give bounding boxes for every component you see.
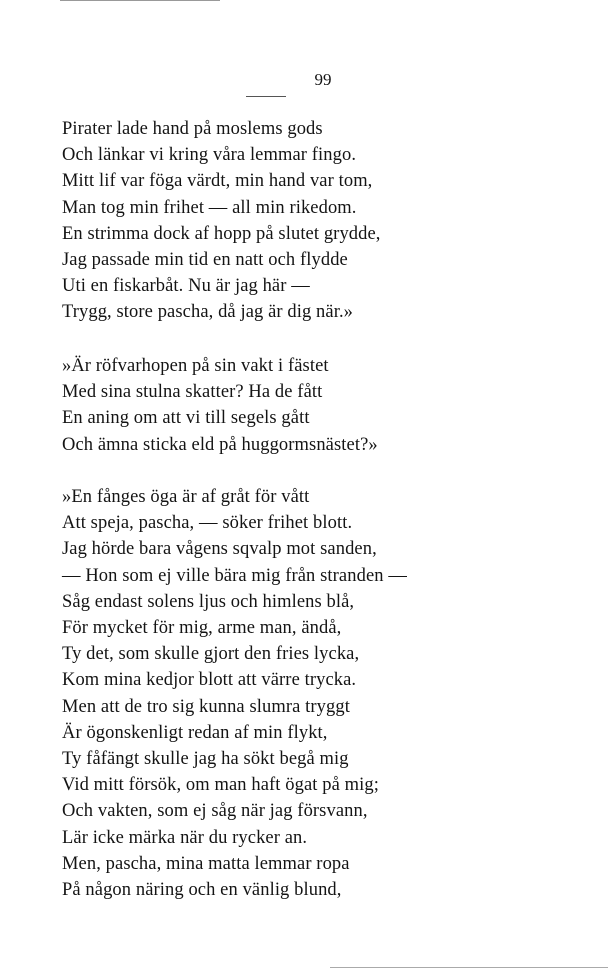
poem-line: Pirater lade hand på moslems gods [62, 119, 323, 139]
top-edge-rule [60, 0, 220, 1]
poem-line: Såg endast solens ljus och himlens blå, [62, 591, 355, 612]
poem-line: Mitt lif var föga värdt, min hand var tom, [62, 171, 373, 192]
poem-line: En strimma dock af hopp på slutet grydde, [62, 223, 381, 244]
poem-line: Ty det, som skulle gjort den fries lycka, [62, 644, 360, 665]
stanza-3 [62, 484, 407, 903]
poem-line: Jag passade min tid en natt och flydde [62, 250, 348, 271]
poem-line: Men, pascha, mina matta lemmar ropa [62, 853, 350, 874]
poem-line: Och vakten, som ej såg när jag försvann, [62, 801, 368, 822]
poem-line: Uti en fiskarbåt. Nu är jag här — [62, 276, 310, 297]
poem-line: För mycket för mig, arme man, ändå, [62, 618, 342, 639]
page-number-rule [246, 96, 286, 97]
bottom-edge-rule [330, 967, 608, 968]
poem-line: »En fånges öga är af gråt för vått [62, 487, 310, 507]
poem-line: Man tog min frihet — all min rikedom. [62, 197, 357, 218]
stanza-2 [62, 353, 378, 458]
poem-line: Men att de tro sig kunna slumra tryggt [62, 696, 350, 717]
poem-line: På någon näring och en vänlig blund, [62, 880, 342, 901]
page-number: 99 [314, 70, 332, 89]
poem-line: Och länkar vi kring våra lemmar fingo. [62, 145, 357, 166]
poem-line: En aning om att vi till segels gått [62, 408, 310, 429]
poem-line: Kom mina kedjor blott att värre trycka. [62, 670, 357, 691]
poem-line: — Hon som ej ville bära mig från stranden — [62, 565, 407, 586]
poem-line: Vid mitt försök, om man haft ögat på mig; [62, 775, 379, 796]
poem-line: »Är röfvarhopen på sin vakt i fästet [62, 356, 329, 376]
poem-line: Att speja, pascha, — söker frihet blott. [62, 513, 353, 534]
poem-line: Är ögonskenligt redan af min flykt, [62, 722, 328, 743]
poem-line: Trygg, store pascha, då jag är dig när.» [62, 302, 354, 323]
poem-line: Lär icke märka när du rycker an. [62, 827, 308, 848]
poem-line: Jag hörde bara vågens sqvalp mot sanden, [62, 539, 377, 560]
poem-line: Med sina stulna skatter? Ha de fått [62, 382, 323, 403]
poem-line: Ty fåfängt skulle jag ha sökt begå mig [62, 749, 349, 770]
stanza-1 [62, 116, 381, 326]
poem-line: Och ämna sticka eld på huggormsnästet?» [62, 434, 378, 455]
